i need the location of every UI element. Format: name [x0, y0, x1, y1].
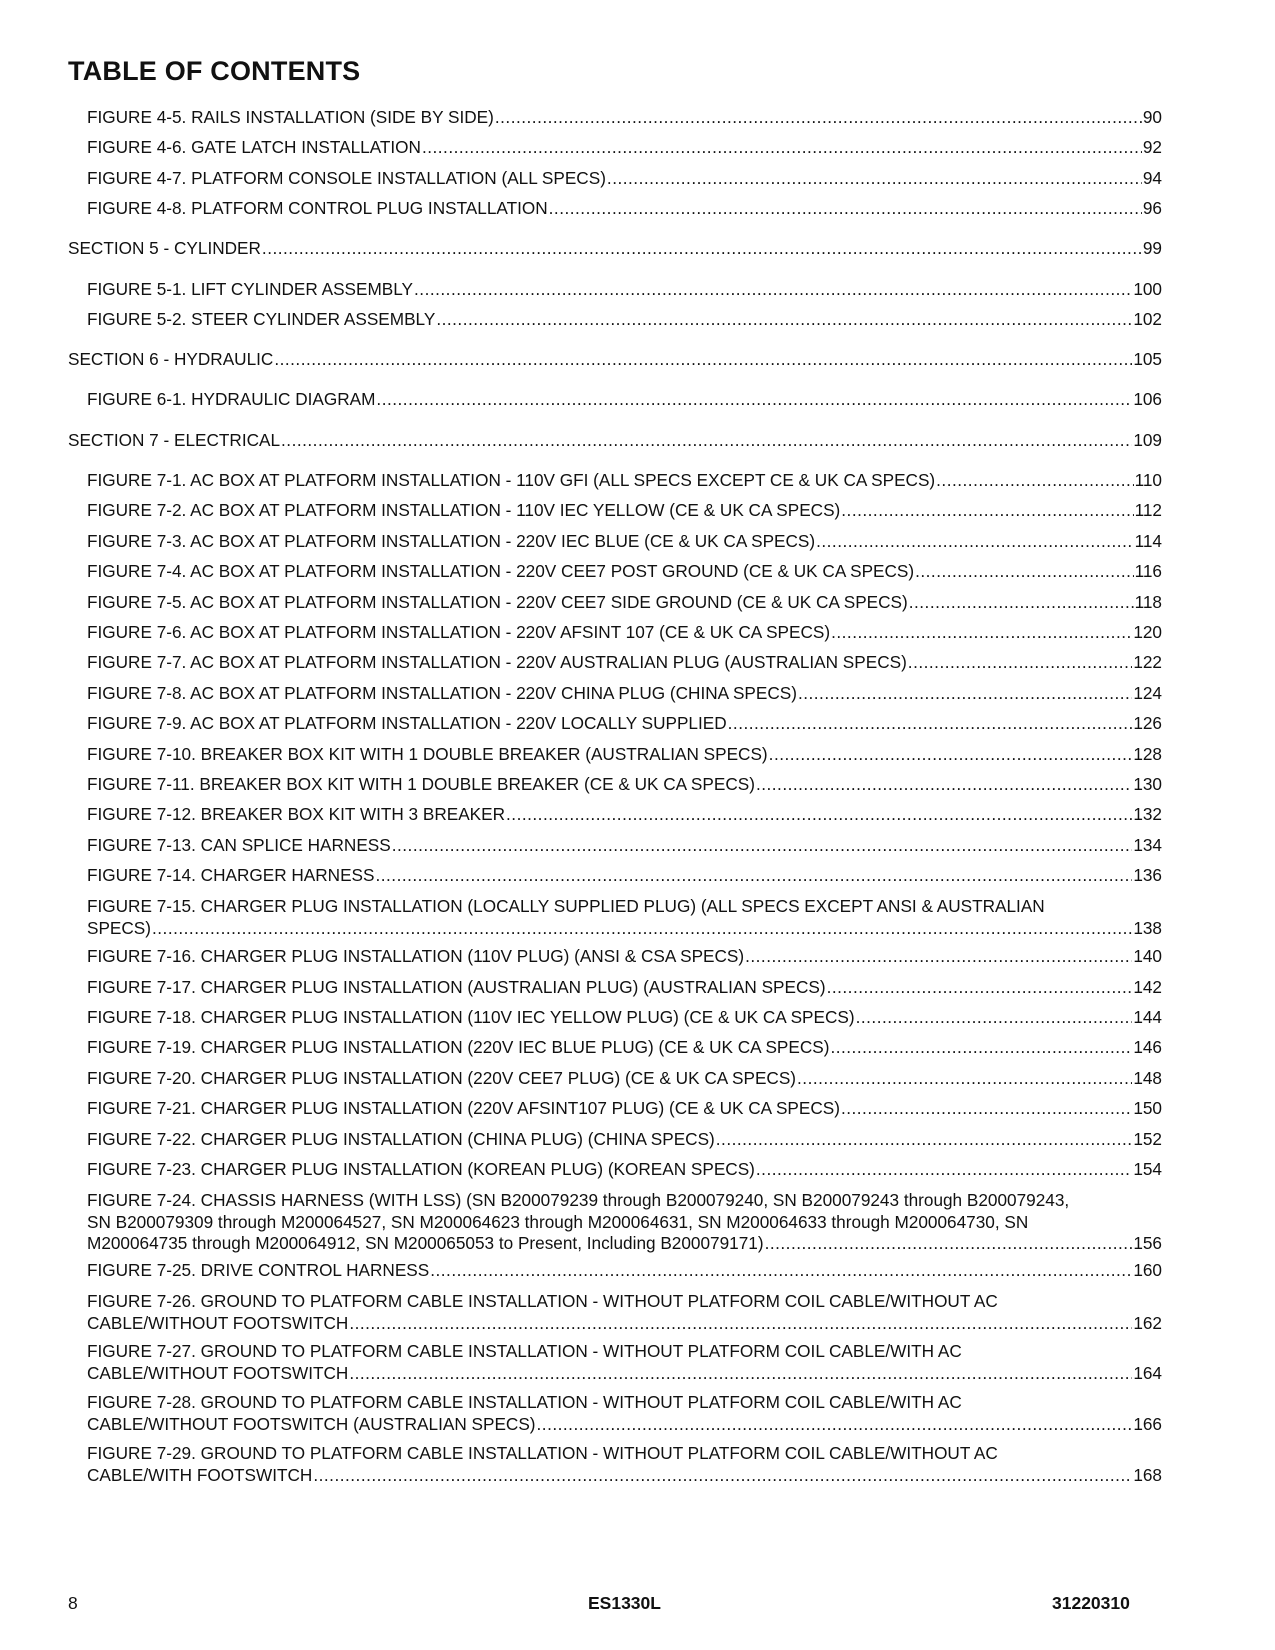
toc-entry-page: 162: [1133, 1312, 1162, 1333]
toc-entry-line: [87, 918, 1162, 940]
toc-entry-title: FIGURE 7-14. CHARGER HARNESS: [87, 865, 375, 885]
toc-entry-title: FIGURE 7-21. CHARGER PLUG INSTALLATION (220V AFSINT107 PLUG) (CE & UK CA SPECS): [87, 1098, 840, 1118]
toc-entry-title: FIGURE 6-1. HYDRAULIC DIAGRAM: [87, 389, 376, 409]
toc-entry-line: [87, 1159, 1162, 1181]
toc-entry-title: FIGURE 7-6. AC BOX AT PLATFORM INSTALLATION - 220V AFSINT 107 (CE & UK CA SPECS): [87, 622, 831, 642]
toc-figure-entry[interactable]: [87, 652, 1162, 674]
toc-entry-line: [68, 349, 1162, 371]
footer-model: ES1330L: [588, 1593, 661, 1613]
dot-leader: [841, 1098, 1132, 1120]
toc-entry-title-line: FIGURE 7-27. GROUND TO PLATFORM CABLE INSTALLATION - WITHOUT PLATFORM COIL CABLE/WITH AC: [87, 1341, 962, 1361]
toc-entry-line: [68, 238, 1162, 260]
dot-leader: [436, 309, 1132, 331]
dot-leader: [375, 865, 1132, 887]
dot-leader: [827, 977, 1133, 999]
dot-leader: [313, 1465, 1132, 1487]
toc-entry-page: 160: [1133, 1260, 1162, 1280]
dot-leader: [376, 389, 1132, 411]
dot-leader: [830, 1037, 1132, 1059]
toc-section-entry[interactable]: [68, 430, 1162, 452]
toc-entry-title: SECTION 5 - CYLINDER: [68, 238, 261, 258]
dot-leader: [349, 1313, 1132, 1335]
toc-entry-title: FIGURE 7-22. CHARGER PLUG INSTALLATION (CHINA PLUG) (CHINA SPECS): [87, 1129, 715, 1149]
toc-section-entry[interactable]: [68, 238, 1162, 260]
toc-figure-entry[interactable]: [87, 1392, 1162, 1435]
toc-entry-line: [87, 713, 1162, 735]
toc-entry-line: [87, 1313, 1162, 1335]
dot-leader: [841, 500, 1133, 522]
toc-entry-page: 114: [1134, 531, 1162, 551]
toc-figure-entry[interactable]: [87, 561, 1162, 583]
toc-figure-entry[interactable]: [87, 279, 1162, 301]
toc-entry-line: [87, 389, 1162, 411]
toc-figure-entry[interactable]: [87, 1190, 1162, 1255]
toc-entry-line: [87, 500, 1162, 522]
toc-entry-page: 154: [1133, 1159, 1162, 1179]
toc-figure-entry[interactable]: [87, 1341, 1162, 1384]
toc-entry-page: 94: [1142, 168, 1162, 188]
toc-entry-line: [87, 1098, 1162, 1120]
toc-entry-page: 152: [1133, 1129, 1162, 1149]
toc-entry-page: 110: [1134, 470, 1162, 490]
toc-entry-title: FIGURE 5-1. LIFT CYLINDER ASSEMBLY: [87, 279, 414, 299]
dot-leader: [607, 168, 1142, 190]
dot-leader: [392, 835, 1133, 857]
toc-entry-page: 146: [1133, 1037, 1162, 1057]
toc-entry-page: 92: [1142, 137, 1162, 157]
toc-entry-title: FIGURE 7-1. AC BOX AT PLATFORM INSTALLATION - 110V GFI (ALL SPECS EXCEPT CE & UK CA SPECS): [87, 470, 936, 490]
dot-leader: [549, 198, 1142, 220]
toc-entry-page: 168: [1133, 1464, 1162, 1485]
toc-figure-entry[interactable]: [87, 1068, 1162, 1090]
toc-entry-page: 128: [1133, 744, 1162, 764]
toc-entry-title: FIGURE 7-23. CHARGER PLUG INSTALLATION (KOREAN PLUG) (KOREAN SPECS): [87, 1159, 755, 1179]
dot-leader: [756, 1159, 1132, 1181]
toc-entry-page: 102: [1133, 309, 1162, 329]
dot-leader: [831, 622, 1132, 644]
toc-figure-entry[interactable]: [87, 198, 1162, 220]
toc-figure-entry[interactable]: [87, 309, 1162, 331]
toc-entry-page: 156: [1133, 1233, 1162, 1253]
toc-figure-entry[interactable]: [87, 744, 1162, 766]
toc-entry-title: FIGURE 7-25. DRIVE CONTROL HARNESS: [87, 1260, 430, 1280]
dot-leader: [422, 137, 1142, 159]
toc-entry-title-line: FIGURE 7-29. GROUND TO PLATFORM CABLE INSTALLATION - WITHOUT PLATFORM COIL CABLE/WITHOUT AC: [87, 1443, 998, 1463]
toc-entry-title: FIGURE 4-7. PLATFORM CONSOLE INSTALLATION (ALL SPECS): [87, 168, 606, 188]
toc-entry-page: 132: [1133, 804, 1162, 824]
toc-entry-line: [87, 774, 1162, 796]
toc-entry-title: M200064735 through M200064912, SN M200065053 to Present, Including B200079171): [87, 1233, 764, 1253]
toc-entry-title: FIGURE 7-13. CAN SPLICE HARNESS: [87, 835, 391, 855]
toc-entry-page: 106: [1133, 389, 1162, 409]
toc-entry-line: [87, 977, 1162, 999]
toc-entry-page: 100: [1133, 279, 1162, 299]
dot-leader: [936, 470, 1133, 492]
toc-entry-title-line: FIGURE 7-24. CHASSIS HARNESS (WITH LSS) (SN B200079239 through B200079240, SN B200079243 through B200079243,: [87, 1190, 1070, 1210]
toc-entry-line: [87, 865, 1162, 887]
toc-entry-page: 144: [1133, 1007, 1162, 1027]
dot-leader: [909, 592, 1134, 614]
dot-leader: [274, 349, 1132, 371]
toc-figure-entry[interactable]: [87, 168, 1162, 190]
toc-entry-line: [87, 1068, 1162, 1090]
toc-entry-page: 164: [1133, 1362, 1162, 1383]
toc-entry-page: 142: [1133, 977, 1162, 997]
dot-leader: [716, 1129, 1133, 1151]
toc-entry-page: 130: [1133, 774, 1162, 794]
toc-entry-line: [87, 1260, 1162, 1282]
toc-entry-title-line: FIGURE 7-15. CHARGER PLUG INSTALLATION (LOCALLY SUPPLIED PLUG) (ALL SPECS EXCEPT ANSI & AUSTRALIAN: [87, 896, 1045, 916]
dot-leader: [152, 918, 1132, 940]
toc-entry-line: [87, 1363, 1162, 1385]
toc-figure-entry[interactable]: [87, 1443, 1162, 1486]
dot-leader: [756, 774, 1132, 796]
toc-entry-page: 150: [1133, 1098, 1162, 1118]
toc-entry-page: 116: [1134, 561, 1162, 581]
toc-entry-page: 120: [1133, 622, 1162, 642]
toc-entry-page: 140: [1133, 946, 1162, 966]
toc-entry-line: [87, 683, 1162, 705]
toc-figure-entry[interactable]: [87, 1098, 1162, 1120]
toc-entry-title: FIGURE 7-17. CHARGER PLUG INSTALLATION (AUSTRALIAN PLUG) (AUSTRALIAN SPECS): [87, 977, 826, 997]
toc-entry-line: [87, 652, 1162, 674]
toc-entry-title: FIGURE 7-9. AC BOX AT PLATFORM INSTALLATION - 220V LOCALLY SUPPLIED: [87, 713, 727, 733]
toc-entry-title: FIGURE 7-3. AC BOX AT PLATFORM INSTALLATION - 220V IEC BLUE (CE & UK CA SPECS): [87, 531, 816, 551]
toc-entry-title: FIGURE 7-4. AC BOX AT PLATFORM INSTALLATION - 220V CEE7 POST GROUND (CE & UK CA SPECS): [87, 561, 915, 581]
footer-page-number: 8: [68, 1593, 78, 1613]
toc-entry-line: [87, 531, 1162, 553]
toc-entry-page: 105: [1133, 349, 1162, 369]
footer-doc-number: 31220310: [1052, 1593, 1130, 1613]
toc-entry-title-line: FIGURE 7-26. GROUND TO PLATFORM CABLE INSTALLATION - WITHOUT PLATFORM COIL CABLE/WITHOUT AC: [87, 1291, 998, 1311]
toc-figure-entry[interactable]: [87, 946, 1162, 968]
toc-entry-title: SECTION 6 - HYDRAULIC: [68, 349, 274, 369]
toc-figure-entry[interactable]: [87, 774, 1162, 796]
toc-entry-title: FIGURE 7-19. CHARGER PLUG INSTALLATION (220V IEC BLUE PLUG) (CE & UK CA SPECS): [87, 1037, 830, 1057]
dot-leader: [537, 1414, 1133, 1436]
toc-figure-entry[interactable]: [87, 531, 1162, 553]
dot-leader: [797, 1068, 1132, 1090]
toc-entry-page: 118: [1134, 592, 1162, 612]
toc-entry-line: [87, 198, 1162, 220]
toc-entry-line: [87, 835, 1162, 857]
toc-figure-entry[interactable]: [87, 1129, 1162, 1151]
toc-figure-entry[interactable]: [87, 1037, 1162, 1059]
toc-entry-title-line: FIGURE 7-28. GROUND TO PLATFORM CABLE INSTALLATION - WITHOUT PLATFORM COIL CABLE/WITH AC: [87, 1392, 962, 1412]
toc-entry-line: [87, 1465, 1162, 1487]
toc-entry-line: [87, 107, 1162, 129]
dot-leader: [915, 561, 1133, 583]
toc-figure-entry[interactable]: [87, 107, 1162, 129]
toc-figure-entry[interactable]: [87, 1260, 1162, 1282]
toc-entry-title: FIGURE 4-6. GATE LATCH INSTALLATION: [87, 137, 421, 157]
toc-entry-line: [87, 744, 1162, 766]
toc-entry-title: CABLE/WITH FOOTSWITCH: [87, 1464, 313, 1485]
toc-entry-line: [87, 1007, 1162, 1029]
toc-entry-title: FIGURE 7-18. CHARGER PLUG INSTALLATION (110V IEC YELLOW PLUG) (CE & UK CA SPECS): [87, 1007, 855, 1027]
dot-leader: [430, 1260, 1132, 1282]
toc-entry-title: FIGURE 7-12. BREAKER BOX KIT WITH 3 BREAKER: [87, 804, 506, 824]
toc-entry-page: 124: [1133, 683, 1162, 703]
toc-entry-title-line: SN B200079309 through M200064527, SN M200064623 through M200064631, SN M200064633 through M200064730, SN: [87, 1211, 1029, 1232]
toc-entry-title: FIGURE 7-8. AC BOX AT PLATFORM INSTALLATION - 220V CHINA PLUG (CHINA SPECS): [87, 683, 797, 703]
toc-figure-entry[interactable]: [87, 500, 1162, 522]
toc-entry-title: FIGURE 4-5. RAILS INSTALLATION (SIDE BY SIDE): [87, 107, 494, 127]
toc-entry-line: [87, 946, 1162, 968]
toc-entry-title: CABLE/WITHOUT FOOTSWITCH: [87, 1362, 349, 1383]
toc-entry-title: CABLE/WITHOUT FOOTSWITCH (AUSTRALIAN SPECS): [87, 1413, 536, 1434]
toc-entry-page: 126: [1133, 713, 1162, 733]
toc-entry-page: 134: [1133, 835, 1162, 855]
dot-leader: [816, 531, 1133, 553]
toc-entry-line: [87, 592, 1162, 614]
toc-figure-entry[interactable]: [87, 389, 1162, 411]
toc-figure-entry[interactable]: [87, 470, 1162, 492]
page-title: TABLE OF CONTENTS: [68, 56, 361, 86]
toc-entry-title: SECTION 7 - ELECTRICAL: [68, 430, 281, 450]
toc-figure-entry[interactable]: [87, 804, 1162, 826]
toc-entry-title: FIGURE 7-16. CHARGER PLUG INSTALLATION (110V PLUG) (ANSI & CSA SPECS): [87, 946, 745, 966]
toc-figure-entry[interactable]: [87, 1007, 1162, 1029]
toc-entry-title: FIGURE 7-20. CHARGER PLUG INSTALLATION (220V CEE7 PLUG) (CE & UK CA SPECS): [87, 1068, 797, 1088]
toc-entry-line: [87, 470, 1162, 492]
dot-leader: [281, 430, 1132, 452]
toc-figure-entry[interactable]: [87, 835, 1162, 857]
dot-leader: [908, 652, 1133, 674]
toc-entry-line: [87, 561, 1162, 583]
dot-leader: [262, 238, 1142, 260]
toc-figure-entry[interactable]: [87, 137, 1162, 159]
toc-entry-page: 122: [1133, 652, 1162, 672]
toc-entry-line: [87, 279, 1162, 301]
toc-figure-entry[interactable]: [87, 1291, 1162, 1334]
dot-leader: [506, 804, 1132, 826]
toc-entry-page: 96: [1142, 198, 1162, 218]
dot-leader: [349, 1363, 1132, 1385]
dot-leader: [745, 946, 1132, 968]
toc-entry-line: [87, 137, 1162, 159]
toc-entry-page: 109: [1133, 430, 1162, 450]
dot-leader: [495, 107, 1142, 129]
toc-entry-page: 138: [1133, 917, 1162, 938]
toc-entry-title: CABLE/WITHOUT FOOTSWITCH: [87, 1312, 349, 1333]
toc-figure-entry[interactable]: [87, 865, 1162, 887]
toc-figure-entry[interactable]: [87, 977, 1162, 999]
toc-entry-line: [87, 309, 1162, 331]
toc-entry-title: FIGURE 7-5. AC BOX AT PLATFORM INSTALLATION - 220V CEE7 SIDE GROUND (CE & UK CA SPECS): [87, 592, 908, 612]
toc-figure-entry[interactable]: [87, 683, 1162, 705]
dot-leader: [856, 1007, 1133, 1029]
dot-leader: [798, 683, 1132, 705]
toc-figure-entry[interactable]: [87, 896, 1162, 939]
toc-entry-page: 90: [1142, 107, 1162, 127]
toc-figure-entry[interactable]: [87, 713, 1162, 735]
toc-entry-line: [87, 168, 1162, 190]
dot-leader: [728, 713, 1133, 735]
toc-entry-title: FIGURE 7-2. AC BOX AT PLATFORM INSTALLATION - 110V IEC YELLOW (CE & UK CA SPECS): [87, 500, 841, 520]
toc-figure-entry[interactable]: [87, 1159, 1162, 1181]
toc-entry-title: FIGURE 4-8. PLATFORM CONTROL PLUG INSTALLATION: [87, 198, 548, 218]
toc-entry-page: 99: [1142, 238, 1162, 258]
toc-entry-page: 166: [1133, 1413, 1162, 1434]
toc-entry-line: [87, 622, 1162, 644]
dot-leader: [769, 744, 1133, 766]
toc-entry-line: [87, 1414, 1162, 1436]
toc-entry-line: [68, 430, 1162, 452]
dot-leader: [414, 279, 1132, 301]
toc-entry-title: FIGURE 7-7. AC BOX AT PLATFORM INSTALLATION - 220V AUSTRALIAN PLUG (AUSTRALIAN SPECS): [87, 652, 907, 672]
toc-section-entry[interactable]: [68, 349, 1162, 371]
toc-entry-title: FIGURE 7-11. BREAKER BOX KIT WITH 1 DOUBLE BREAKER (CE & UK CA SPECS): [87, 774, 755, 794]
toc-entry-line: [87, 1233, 1162, 1255]
toc-entry-line: [87, 1129, 1162, 1151]
toc-figure-entry[interactable]: [87, 592, 1162, 614]
toc-entry-title: FIGURE 5-2. STEER CYLINDER ASSEMBLY: [87, 309, 436, 329]
toc-entry-title: SPECS): [87, 917, 151, 938]
dot-leader: [765, 1233, 1133, 1255]
toc-entry-page: 148: [1133, 1068, 1162, 1088]
toc-figure-entry[interactable]: [87, 622, 1162, 644]
toc-entry-page: 112: [1134, 500, 1162, 520]
toc-entry-page: 136: [1133, 865, 1162, 885]
toc-entry-title: FIGURE 7-10. BREAKER BOX KIT WITH 1 DOUBLE BREAKER (AUSTRALIAN SPECS): [87, 744, 768, 764]
toc-entry-line: [87, 1037, 1162, 1059]
toc-entry-line: [87, 804, 1162, 826]
